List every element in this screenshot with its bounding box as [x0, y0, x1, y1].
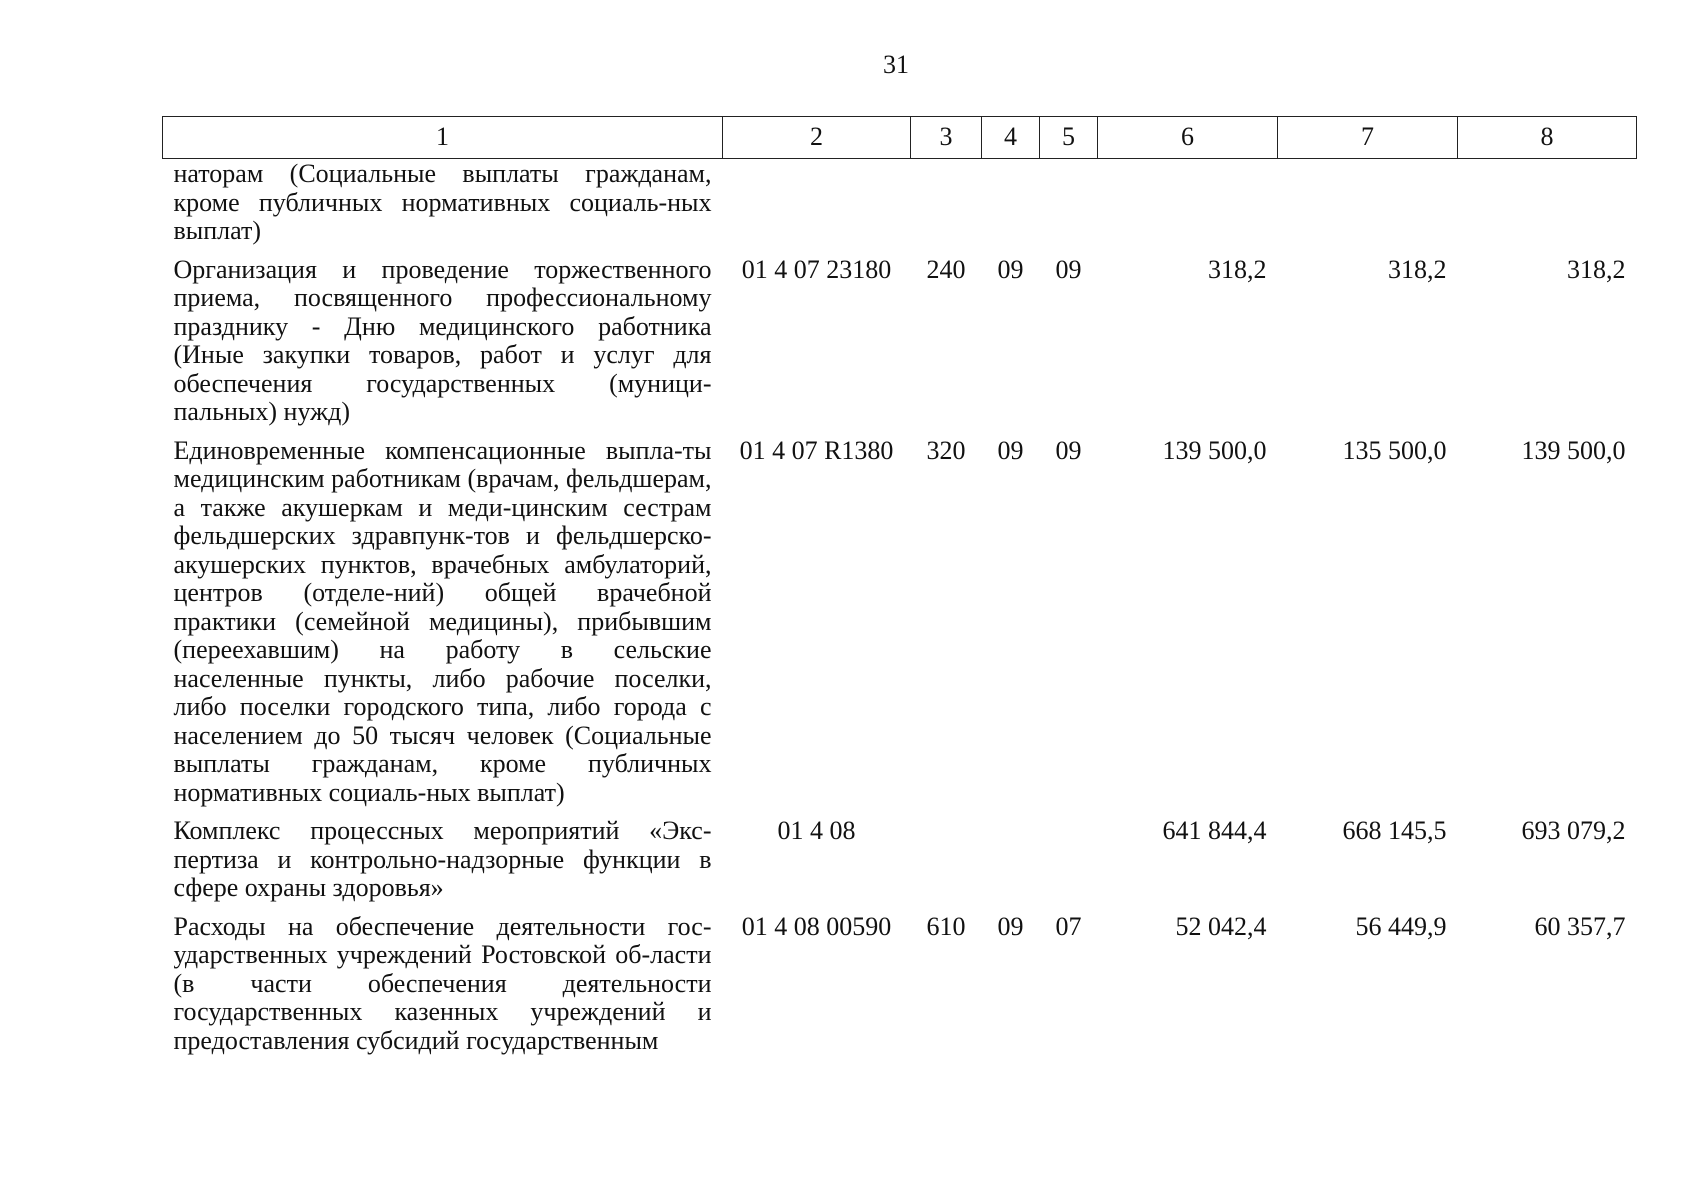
- page-number: 31: [883, 50, 909, 79]
- row-value-col7: 318,2: [1388, 254, 1447, 284]
- row-section: 09: [997, 254, 1024, 284]
- row-value-col6: 139 500,0: [1162, 435, 1267, 465]
- row-value-col7: 135 500,0: [1342, 435, 1447, 465]
- row-value-col8: [1458, 159, 1637, 256]
- row-subsection: 07: [1055, 911, 1082, 941]
- row-value-col6: 318,2: [1208, 254, 1267, 284]
- row-value-col6: 52 042,4: [1175, 911, 1267, 941]
- row-description: наторам (Социальные выплаты гражданам, кроме публичных нормативных социаль-ных выплат): [173, 159, 712, 245]
- budget-table: [162, 116, 1637, 1065]
- row-value-col6: [1098, 159, 1278, 256]
- row-expense-type: [911, 159, 982, 256]
- row-description: Единовременные компенсационные выпла-ты медицинским работникам (врачам, фельдшерам, а также акушеркам и меди-цинским сестрам фельдшерских здравпунк-тов и фельдшерско-акушерских пунктов, врачебных амбулаторий, центров (отделе-ний) общей врачебной практики (семейной медицины), прибывшим (переехавшим) на работу в сельские населенные пункты, либо рабочие поселки, либо поселки городского типа, либо города с населением до 50 тысяч человек (Социальные выплаты гражданам, кроме публичных нормативных социаль-ных выплат): [173, 435, 712, 807]
- column-header-8: 8: [1458, 117, 1637, 159]
- row-expense-type: [911, 817, 982, 913]
- row-value-col8: 318,2: [1567, 254, 1626, 284]
- row-value-col6: 641 844,4: [1162, 816, 1267, 845]
- row-target-code: 01 4 08: [777, 816, 856, 845]
- column-header-4: 4: [982, 117, 1040, 159]
- row-value-col7: 668 145,5: [1342, 816, 1447, 845]
- row-subsection: 09: [1055, 254, 1082, 284]
- column-header-1: 1: [163, 117, 723, 159]
- row-expense-type: 610: [926, 911, 966, 941]
- row-target-code: 01 4 07 23180: [741, 254, 892, 284]
- row-value-col7: [1278, 159, 1458, 256]
- row-value-col8: 60 357,7: [1534, 911, 1626, 941]
- column-header-3: 3: [911, 117, 982, 159]
- column-header-7: 7: [1278, 117, 1458, 159]
- table-row: [163, 159, 1637, 256]
- row-section: [982, 817, 1040, 913]
- row-value-col8: 693 079,2: [1521, 816, 1626, 845]
- column-header-6: 6: [1098, 117, 1278, 159]
- row-target-code: 01 4 08 00590: [741, 911, 892, 941]
- table-row: [163, 437, 1637, 818]
- table-body: [163, 159, 1637, 1066]
- header-row: [163, 117, 1637, 159]
- column-header-2: 2: [723, 117, 911, 159]
- row-description: Организация и проведение торжественного приема, посвященного профессиональному празднику - Дню медицинского работника (Иные закупки товаров, работ и услуг для обеспечения государственных (муници-пальных) нужд): [173, 254, 712, 426]
- row-subsection: [1040, 159, 1098, 256]
- row-target-code: 01 4 07 R1380: [739, 435, 894, 465]
- row-description: Расходы на обеспечение деятельности гос-ударственных учреждений Ростовской об-ласти (в части обеспечения деятельности государственных казенных учреждений и предоставления субсидий государственным: [173, 911, 712, 1055]
- row-section: 09: [997, 435, 1024, 465]
- row-expense-type: 320: [926, 435, 966, 465]
- row-value-col7: 56 449,9: [1355, 911, 1447, 941]
- table-header: [163, 117, 1637, 159]
- row-subsection: 09: [1055, 435, 1082, 465]
- column-header-5: 5: [1040, 117, 1098, 159]
- row-section: 09: [997, 911, 1024, 941]
- row-expense-type: 240: [926, 254, 966, 284]
- table-row: [163, 256, 1637, 437]
- row-description: Комплекс процессных мероприятий «Экс-пертиза и контрольно-надзорные функции в сфере охраны здоровья»: [173, 816, 712, 902]
- row-target-code: [723, 159, 911, 256]
- table-row: [163, 913, 1637, 1066]
- row-value-col8: 139 500,0: [1521, 435, 1626, 465]
- table-row: [163, 817, 1637, 913]
- row-subsection: [1040, 817, 1098, 913]
- row-section: [982, 159, 1040, 256]
